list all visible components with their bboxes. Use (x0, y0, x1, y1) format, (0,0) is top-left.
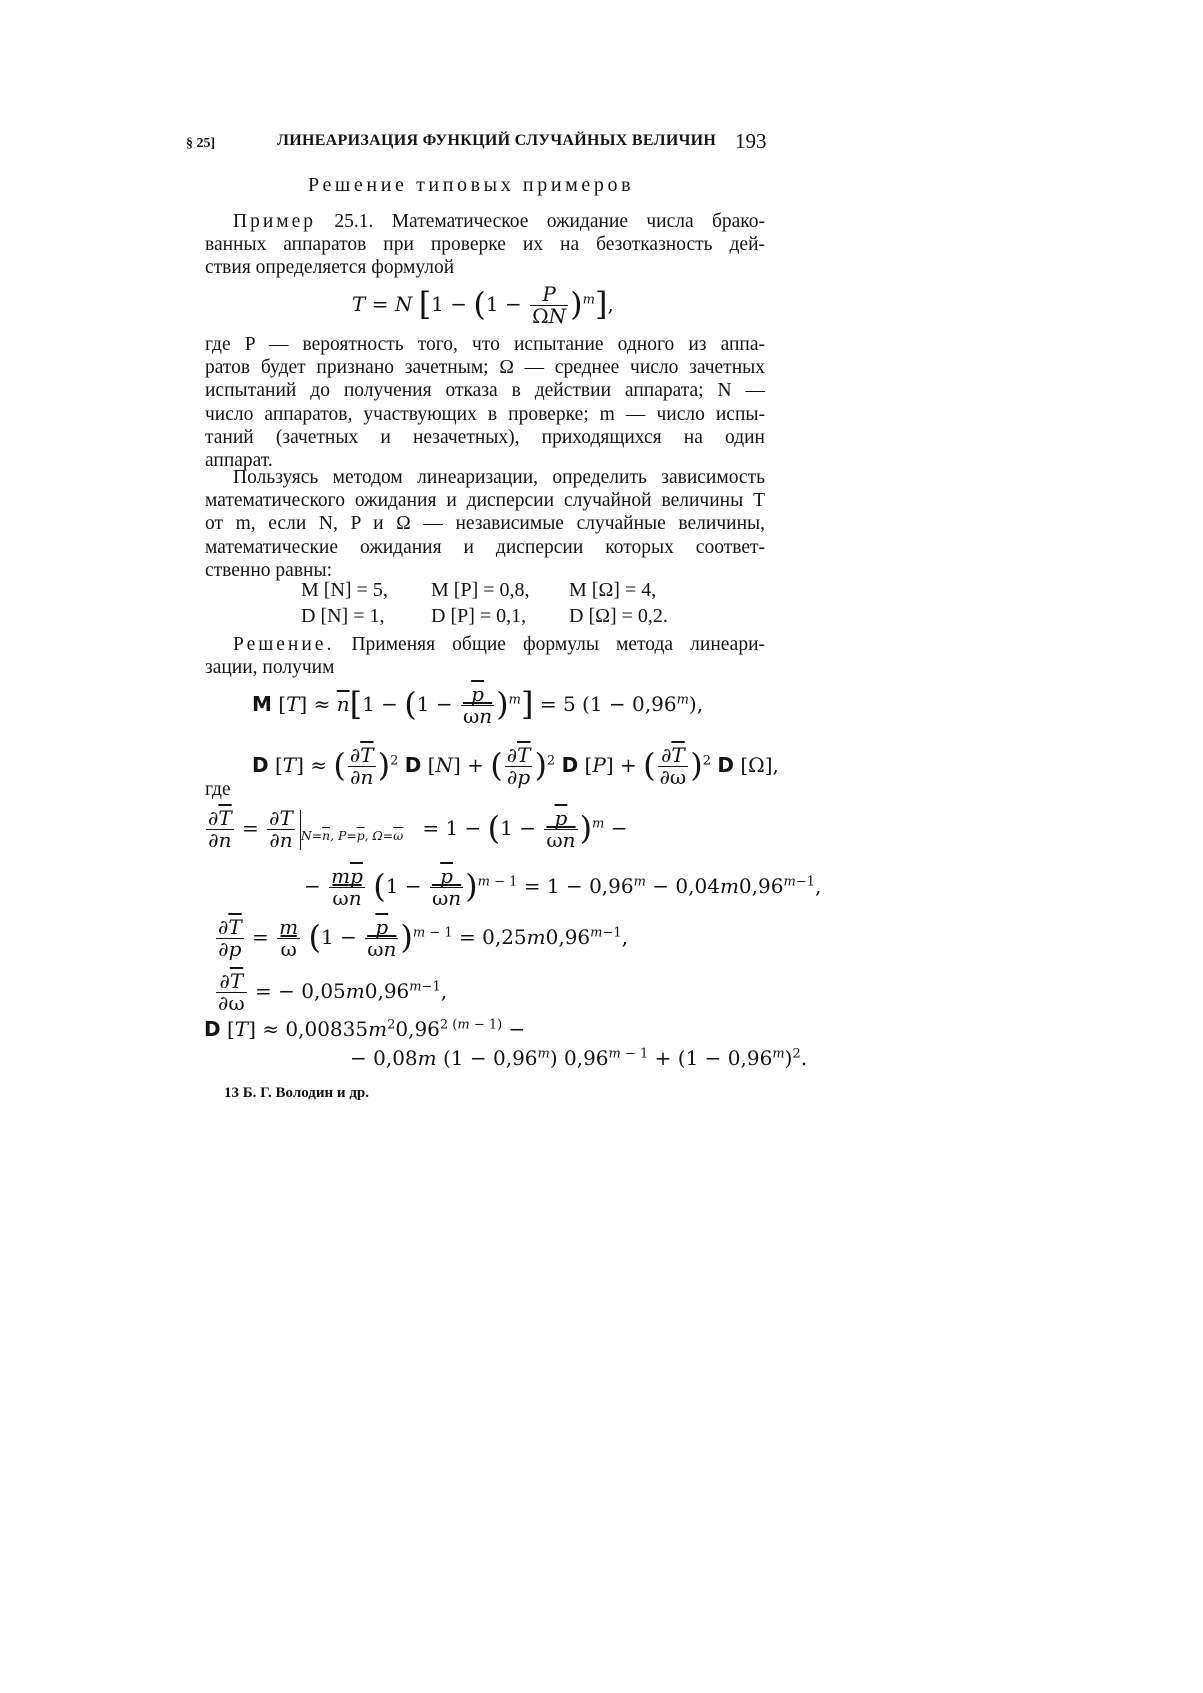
task-line-5: ственно равны: (205, 559, 332, 581)
task-line-3: от m, если N, P и Ω — независимые случайные величины, (205, 513, 765, 535)
given-values-row-1 (301, 579, 656, 602)
formula-variance-T-general: D [T] ≈ ( $\frac{\partial\overline{T}}{\partial n}$ )$^2$ D [N] + ( $\frac{\partial\overline{T}}{\partial p}$ )$^2$ D [P] + ( $\frac{\partial\overline{T}}{\partial\omega}$ )$^2$ D [Ω], (252, 743, 779, 789)
task-line-4: математические ожидания и дисперсии которых соответ- (205, 536, 765, 558)
formula-variance-T-final-line-2: − 0,08m $(1 - 0,96^m)$ $0,96^{m - 1} + (1 - 0,96^m)^2$. (350, 1046, 808, 1070)
footer-signature: 13 Б. Г. Володин и др. (224, 1085, 370, 1101)
definitions-line-1: где P — вероятность того, что испытание одного из аппа- (205, 334, 765, 355)
definitions-line-3: испытаний до получения отказа в действии аппарата; N — (205, 380, 765, 402)
formula-dT-domega: $\frac{\partial\overline{T}}{\partial\omega}$ = − $0,05m0,96^{m-1}$, (218, 969, 448, 1015)
given-mean-N: M [N] = 5, (301, 579, 388, 601)
definitions-line-6: аппарат. (205, 450, 273, 472)
definitions-line-5: таний (зачетных и незачетных), приходящихся на один (205, 426, 765, 448)
formula-mean-T: M $[T] \approx \overline{n}[1 - (1$ − $\frac{\overline{p}}{\overline{\omega}\overline{n}}$ )$^m$] = 5 $(1 - 0,96^m)$, (252, 682, 704, 728)
given-var-Omega: D [Ω] = 0,2. (569, 605, 668, 627)
formula-variance-T-final-line-1: D $[T] \approx 0,00835m^20,96^{2 (m - 1)}$ − (204, 1017, 526, 1041)
given-var-P: D [P] = 0,1, (431, 605, 527, 627)
solution-paragraph (205, 633, 765, 679)
solution-line-2: зации, получим (205, 657, 335, 679)
task-line-1: Пользуясь методом линеаризации, определить зависимость (233, 467, 765, 488)
solution-where: где (205, 779, 231, 800)
section-title: Решение типовых примеров (308, 174, 635, 196)
example-number: 25.1. (334, 211, 374, 232)
solution-label: Решение. (233, 634, 335, 655)
example-line-2: ванных аппаратов при проверке их на безотказность дей- (205, 234, 765, 256)
task-line-2: математического ожидания и дисперсии случайной величины T (205, 490, 765, 512)
formula-dT-dp: $\frac{\partial\overline{T}}{\partial p}$ = $\frac{m}{\omega}$ (1 − $\frac{\overline{p}}{\overline{\omega}\overline{n}}$ )$^{m - 1} = 0,25m0,96^{m-1}$, (218, 915, 629, 961)
definitions-line-2: ратов будет признано зачетным; Ω — среднее число зачетных (205, 357, 765, 379)
given-mean-Omega: M [Ω] = 4, (569, 579, 657, 601)
given-mean-P: M [P] = 0,8, (431, 579, 530, 601)
given-values-row-2 (301, 605, 668, 628)
example-label: Пример (233, 211, 317, 232)
definitions-paragraph (205, 333, 765, 472)
task-paragraph (205, 466, 765, 582)
formula-dT-dn-line-1: $\frac{\partial\overline{T}}{\partial n}$ = $\frac{\partial T}{\partial n}$ $_{N=\overline{n}, P=\overline{p}, \Omega=\overline{\omega}}$ = 1 − (1 − $\frac{\overline{p}}{\overline{\omega}\overline{n}}$ )$^m$ − (208, 806, 628, 852)
header-running-title: ЛИНЕАРИЗАЦИЯ ФУНКЦИЙ СЛУЧАЙНЫХ ВЕЛИЧИН (277, 132, 717, 149)
example-line-1: Пример 25.1. Математическое ожидание числа брако- (233, 211, 766, 232)
header-page-number: 193 (735, 129, 767, 153)
definitions-line-4: число аппаратов, участвующих в проверке; m — число испы- (205, 403, 765, 425)
example-line-3: ствия определяется формулой (205, 257, 455, 279)
solution-line-1: Решение. Применяя общие формулы метода линеари- (233, 634, 765, 655)
example-paragraph (205, 210, 765, 280)
formula-T: T = N [1 − (1 − $\frac{P}{\Omega N}$ )$^m$], (352, 282, 614, 328)
formula-dT-dn-line-2: − $\frac{m\overline{p}}{\overline{\omega}\overline{n}}$ (1 − $\frac{\overline{p}}{\overline{\omega}\overline{n}}$ )$^{m - 1} = 1 - 0,96^m - 0,04m0,96^{m-1}$, (304, 864, 822, 910)
given-var-N: D [N] = 1, (301, 605, 385, 627)
header-section-number: § 25] (186, 136, 216, 151)
